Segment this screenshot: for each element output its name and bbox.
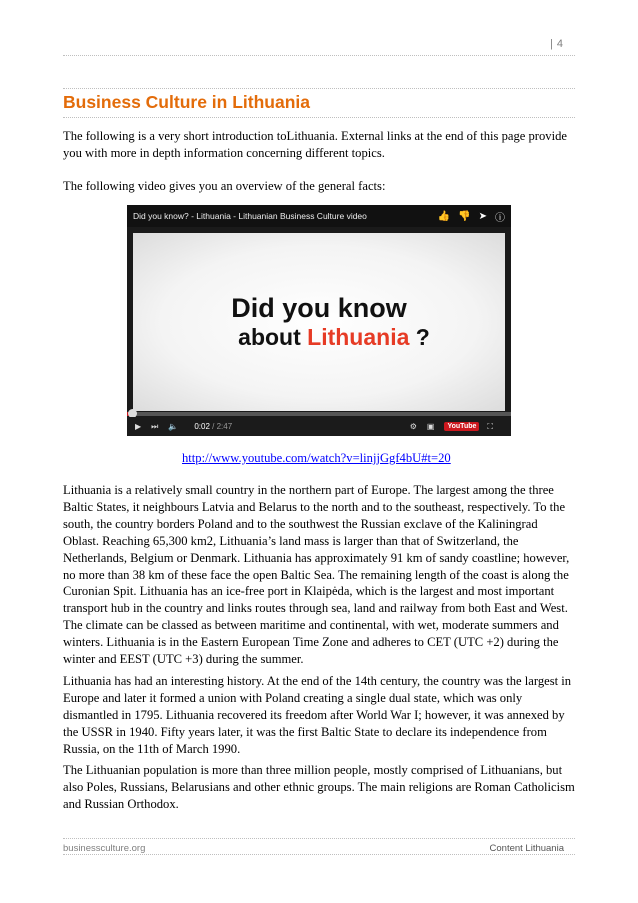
- intro-paragraph: The following is a very short introduction toLithuania. External links at the end of this page provide you with more in depth information concerning different topics.: [63, 129, 567, 160]
- video-screen[interactable]: [133, 233, 505, 411]
- video-time: [194, 422, 232, 431]
- population-paragraph: The Lithuanian population is more than three million people, mostly comprised of Lithuanians, but also Poles, Russians, Belarusians and other ethnic groups. The main religions are Roman Catholicism and Russian Orthodox.: [63, 763, 575, 811]
- play-icon[interactable]: ▶: [135, 422, 142, 431]
- captions-icon[interactable]: ▣: [426, 422, 435, 431]
- video-intro-paragraph: The following video gives you an overview of the general facts:: [63, 179, 386, 193]
- header-divider: [63, 55, 575, 56]
- video-time-current: 0:02: [194, 422, 210, 431]
- video-headline-line2: [238, 323, 430, 351]
- video-headline-about: about: [238, 324, 301, 350]
- page-number-value: 4: [556, 38, 563, 50]
- video-controls: [127, 417, 511, 436]
- history-paragraph: Lithuania has had an interesting history. At the end of the 14th century, the country was the largest in Europe and later it formed a union with Poland creating a single dual state, which was only dismantled in 1795. Lithuania recovered its freedom after World War I; however, it was annexed by the USSR in 1940. Fifty years later, it was the first Baltic State to declare its independence from Russia, on the 11th of March 1990.: [63, 674, 572, 756]
- video-headline-line1: Did you know: [231, 293, 407, 323]
- info-icon[interactable]: ⓘ: [495, 212, 505, 224]
- video-player[interactable]: [127, 205, 511, 436]
- geography-paragraph: Lithuania is a relatively small country in the northern part of Europe. The largest among the three Baltic States, it neighbours Latvia and Belarus to the north and to the southeast, respectively. To the south, the country borders Poland and to the southwest the Russian exclave of the Kaliningrad Oblast. Reaching 65,300 km2, Lithuania’s land mass is larger than that of Switzerland, the Netherlands, Belgium or Denmark. Lithuania has approximately 91 km of sandy coastline; however, no more than 38 km of these face the open Baltic Sea. The remaining length of the coast is along the Curonian Spit. Lithuania has an ice-free port in Klaipėda, which is the largest and most important transport hub in the country and links routes through sea, land and railway from both East and West. The climate can be classed as between maritime and continental, with wet, moderate summers and winters. Lithuania is in the Eastern European Time Zone and adheres to CET (UTC +2) during the winter and EEST (UTC +3) during the summer.: [63, 483, 570, 667]
- footer-site: businessculture.org: [63, 843, 146, 854]
- footer-section: Content Lithuania: [489, 843, 564, 854]
- video-topbar: [127, 205, 511, 227]
- share-icon[interactable]: ➤: [478, 210, 487, 222]
- video-time-duration: / 2:47: [212, 422, 233, 431]
- footer-divider: [63, 838, 575, 839]
- video-headline-country: Lithuania: [307, 324, 410, 350]
- settings-icon[interactable]: ⚙: [409, 422, 417, 431]
- page-title: Business Culture in Lithuania: [63, 92, 310, 112]
- title-divider-bottom: [63, 117, 575, 118]
- volume-icon[interactable]: 🔈: [168, 422, 179, 431]
- fullscreen-icon[interactable]: ⛶: [487, 421, 493, 431]
- youtube-logo[interactable]: YouTube: [444, 422, 479, 431]
- next-icon[interactable]: ⏭: [151, 421, 159, 431]
- video-headline-mark: ?: [415, 324, 430, 350]
- video-title[interactable]: Did you know? - Lithuania - Lithuanian Business Culture video: [133, 211, 367, 221]
- page-number: | 4: [550, 38, 563, 50]
- footer-divider-bottom: [63, 854, 575, 855]
- youtube-link[interactable]: http://www.youtube.com/watch?v=linjjGgf4bU#t=20: [182, 451, 451, 465]
- dislike-icon[interactable]: 👎: [458, 210, 471, 222]
- video-progress-bar[interactable]: [127, 412, 511, 416]
- like-icon[interactable]: 👍: [437, 210, 451, 222]
- title-divider-top: [63, 88, 575, 89]
